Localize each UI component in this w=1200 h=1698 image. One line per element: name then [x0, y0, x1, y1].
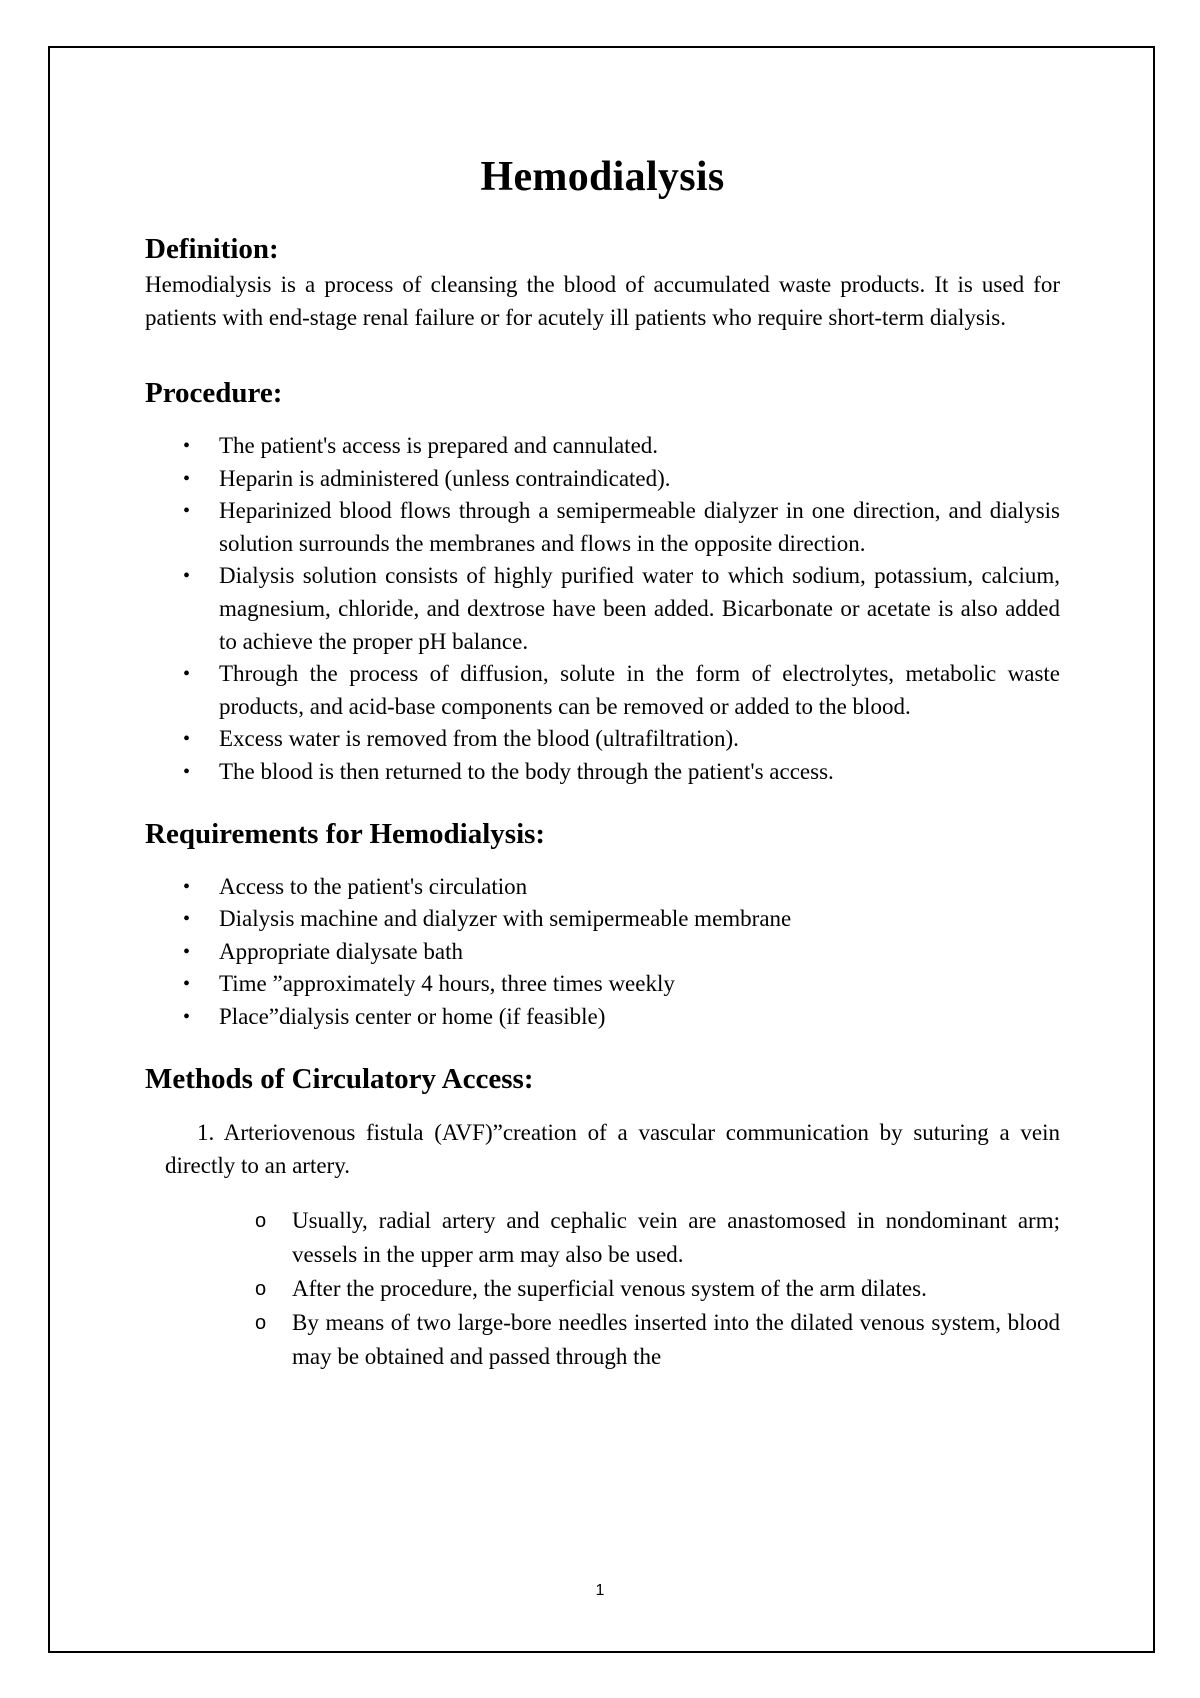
list-item: • Time ”approximately 4 hours, three times weekly [145, 968, 1060, 1001]
bullet-icon: • [183, 1005, 191, 1028]
circle-bullet-icon: o [255, 1311, 267, 1334]
bullet-icon: • [183, 728, 191, 751]
bullet-icon: • [183, 467, 191, 490]
list-item: • The patient's access is prepared and cannulated. [145, 430, 1060, 463]
bullet-icon: • [183, 663, 191, 686]
requirements-list [145, 871, 1060, 1034]
avf-sub-list [145, 1204, 1060, 1374]
numbered-item-avf: 1. Arteriovenous fistula (AVF)”creation of a vascular communication by suturing a vein directly to an artery. [165, 1119, 1060, 1178]
list-item: • Excess water is removed from the blood (ultrafiltration). [145, 723, 1060, 756]
definition-heading: Definition: [145, 233, 279, 265]
bullet-icon: • [183, 500, 191, 523]
list-item: • Dialysis solution consists of highly purified water to which sodium, potassium, calcium, magnesium, chloride, and dextrose have been added. Bicarbonate or acetate is also added to achieve the proper pH balance. [145, 560, 1060, 658]
bullet-icon: • [183, 760, 191, 783]
bullet-icon: • [183, 565, 191, 588]
list-item: • Appropriate dialysate bath [145, 936, 1060, 969]
document-body [145, 148, 1060, 1374]
circle-bullet-icon: o [255, 1277, 267, 1300]
sub-list-item: o After the procedure, the superficial venous system of the arm dilates. [145, 1272, 1060, 1306]
requirements-heading: Requirements for Hemodialysis: [145, 817, 546, 850]
bullet-icon: • [183, 973, 191, 996]
list-item: • Heparin is administered (unless contraindicated). [145, 463, 1060, 496]
bullet-icon: • [183, 435, 191, 457]
procedure-list [145, 430, 1060, 789]
list-item: • Through the process of diffusion, solute in the form of electrolytes, metabolic waste products, and acid-base components can be removed or added to the blood. [145, 658, 1060, 723]
circle-bullet-icon: o [255, 1209, 267, 1232]
list-item: • The blood is then returned to the body through the patient's access. [145, 756, 1060, 789]
bullet-icon: • [183, 940, 191, 963]
document-title: Hemodialysis [480, 154, 725, 200]
sub-list-item: o By means of two large-bore needles inserted into the dilated venous system, blood may be obtained and passed through the [145, 1306, 1060, 1374]
list-item: • Dialysis machine and dialyzer with semipermeable membrane [145, 903, 1060, 936]
list-item: • Heparinized blood flows through a semipermeable dialyzer in one direction, and dialysis solution surrounds the membranes and flows in the opposite direction. [145, 495, 1060, 560]
bullet-icon: • [183, 908, 191, 931]
list-item: • Access to the patient's circulation [145, 871, 1060, 904]
methods-heading: Methods of Circulatory Access: [145, 1062, 534, 1095]
sub-list-item: o Usually, radial artery and cephalic vein are anastomosed in nondominant arm; vessels in the upper arm may also be used. [145, 1204, 1060, 1272]
definition-text: Hemodialysis is a process of cleansing the blood of accumulated waste products. It is used for patients with end-stage renal failure or for acutely ill patients who require short-term dialysis. [145, 272, 1060, 330]
bullet-icon: • [183, 875, 191, 898]
page-number: 1 [595, 1582, 605, 1599]
list-item: • Place”dialysis center or home (if feasible) [145, 1001, 1060, 1034]
procedure-heading: Procedure: [145, 377, 283, 409]
